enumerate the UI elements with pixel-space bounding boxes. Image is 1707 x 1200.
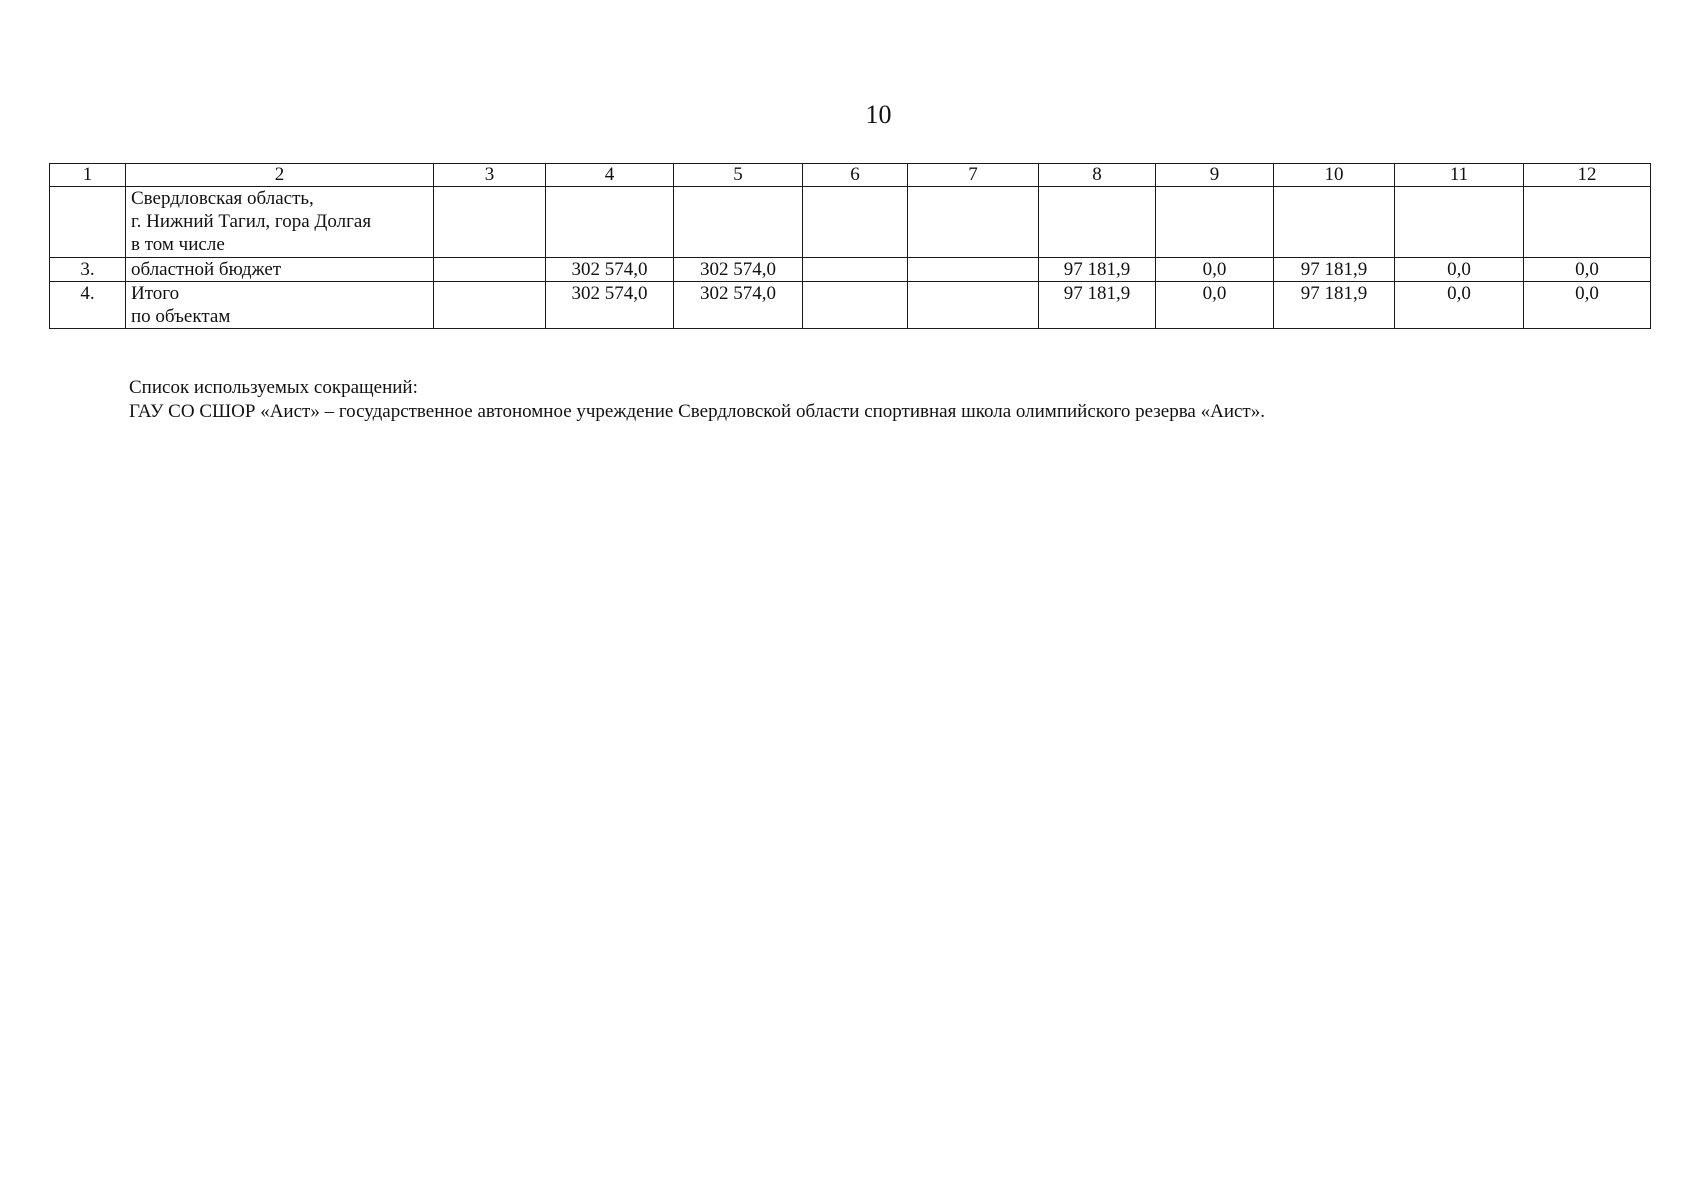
description-line: г. Нижний Тагил, гора Долгая — [131, 211, 372, 232]
table-header-row — [50, 164, 1651, 187]
table-cell: 97 181,9 — [1039, 258, 1156, 282]
abbreviations-heading: Список используемых сокращений: — [129, 377, 418, 398]
description-line: Свердловская область, — [131, 188, 314, 209]
row-number-cell: 3. — [50, 258, 126, 282]
table-cell — [908, 187, 1039, 258]
table-cell: 0,0 — [1395, 282, 1524, 329]
column-header: 11 — [1395, 164, 1524, 187]
description-line: Итого — [131, 283, 180, 304]
table-cell — [434, 187, 546, 258]
page-number: 10 — [865, 100, 892, 129]
object-description-cell — [126, 187, 434, 258]
abbreviation-definition: ГАУ СО СШОР «Аист» – государственное автономное учреждение Свердловской области спортивная школа олимпийского резерва «Аист». — [129, 401, 1265, 422]
table-cell: 302 574,0 — [674, 282, 803, 329]
table-cell: 0,0 — [1524, 282, 1651, 329]
table-cell: 0,0 — [1395, 258, 1524, 282]
description-line: в том числе — [131, 234, 225, 255]
table-cell: 97 181,9 — [1274, 258, 1395, 282]
table-row — [50, 258, 1651, 282]
table-cell: 0,0 — [1524, 258, 1651, 282]
column-header: 5 — [674, 164, 803, 187]
column-header: 9 — [1156, 164, 1274, 187]
column-header: 3 — [434, 164, 546, 187]
row-number-cell — [50, 187, 126, 258]
row-number-cell: 4. — [50, 282, 126, 329]
column-header: 12 — [1524, 164, 1651, 187]
table-cell: 302 574,0 — [674, 258, 803, 282]
table-cell — [434, 282, 546, 329]
table-cell: 0,0 — [1156, 282, 1274, 329]
table-cell — [1039, 187, 1156, 258]
column-header: 2 — [126, 164, 434, 187]
table-cell — [803, 187, 908, 258]
table-row — [50, 187, 1651, 258]
column-header: 1 — [50, 164, 126, 187]
table-cell — [908, 258, 1039, 282]
table-cell — [1274, 187, 1395, 258]
table-cell: 97 181,9 — [1274, 282, 1395, 329]
table-cell: 302 574,0 — [546, 258, 674, 282]
table-cell — [1156, 187, 1274, 258]
table-cell: 97 181,9 — [1039, 282, 1156, 329]
table-cell — [434, 258, 546, 282]
table-row — [50, 282, 1651, 329]
object-description-cell: областной бюджет — [126, 258, 434, 282]
column-header: 6 — [803, 164, 908, 187]
table-cell — [1524, 187, 1651, 258]
column-header: 7 — [908, 164, 1039, 187]
column-header: 8 — [1039, 164, 1156, 187]
description-line: по объектам — [131, 306, 231, 327]
table-cell — [674, 187, 803, 258]
column-header: 10 — [1274, 164, 1395, 187]
abbreviations-section — [129, 376, 1265, 424]
table-cell: 0,0 — [1156, 258, 1274, 282]
table-cell: 302 574,0 — [546, 282, 674, 329]
object-description-cell — [126, 282, 434, 329]
column-header: 4 — [546, 164, 674, 187]
table-cell — [1395, 187, 1524, 258]
table-cell — [546, 187, 674, 258]
table-cell — [803, 258, 908, 282]
table-cell — [908, 282, 1039, 329]
financing-table — [49, 163, 1651, 329]
table-cell — [803, 282, 908, 329]
